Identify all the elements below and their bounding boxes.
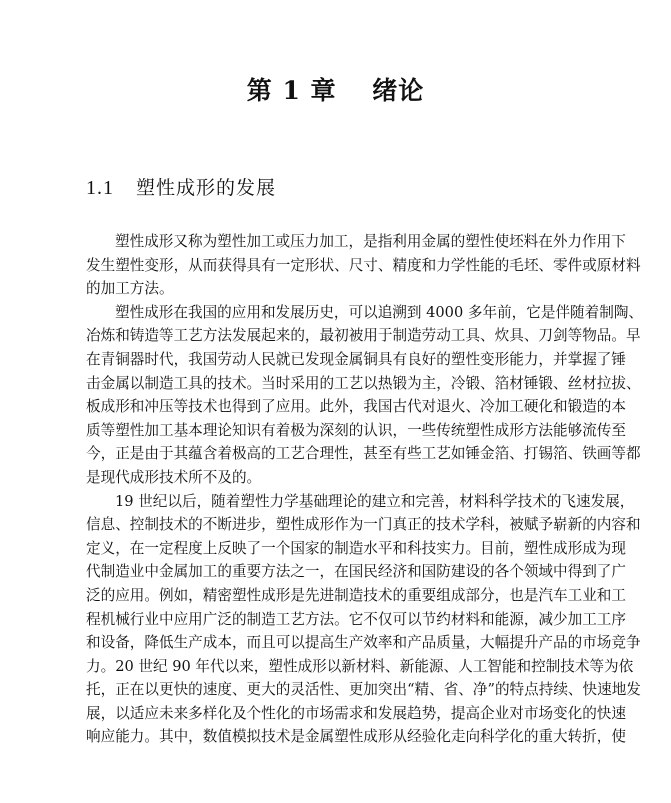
paragraph-line: 信息、控制技术的不断进步，塑性成形作为一门真正的技术学科，被赋予崭新的内容和 (86, 516, 641, 534)
paragraph-line: 发生塑性变形，从而获得具有一定形状、尺寸、精度和力学性能的毛坯、零件或原材料 (86, 256, 641, 274)
paragraph-line: 泛的应用。例如，精密塑性成形是先进制造技术的重要组成部分，也是汽车工业和工 (86, 586, 626, 604)
paragraph-line: 质等塑性加工基本理论知识有着极为深刻的认识，一些传统塑性成形方法能够流传至 (86, 421, 626, 439)
paragraph-line: 托，正在以更快的速度、更大的灵活性、更加突出“精、省、净”的特点持续、快速地发 (86, 681, 641, 699)
paragraph-line: 今，正是由于其蕴含着极高的工艺合理性，甚至有些工艺如锤金箔、打锡箔、铁画等都 (86, 445, 641, 463)
paragraph-line: 展，以适应未来多样化及个性化的市场需求和发展趋势，提高企业对市场变化的快速 (86, 704, 626, 722)
paragraph-line: 冶炼和铸造等工艺方法发展起来的，最初被用于制造劳动工具、炊具、刀剑等物品。早 (86, 327, 641, 345)
paragraph-line: 板成形和冲压等技术也得到了应用。此外，我国古代对退火、冷加工硬化和锻造的本 (86, 398, 626, 416)
paragraph-line: 力。20 世纪 90 年代以来，塑性成形以新材料、新能源、人工智能和控制技术等为依 (86, 657, 634, 675)
section-title: 塑性成形的发展 (136, 177, 277, 199)
paragraph-line: 19 世纪以后，随着塑性力学基础理论的建立和完善，材料科学技术的飞速发展， (115, 492, 635, 510)
paragraph-line: 代制造业中金属加工的重要方法之一，在国民经济和国防建设的各个领域中得到了广 (86, 563, 626, 581)
paragraph-line: 的加工方法。 (86, 280, 174, 298)
paragraph-line: 和设备，降低生产成本，而且可以提高生产效率和产品质量，大幅提升产品的市场竞争 (86, 634, 641, 652)
section-heading (86, 175, 276, 201)
body-text (86, 230, 644, 749)
paragraph-line: 定义，在一定程度上反映了一个国家的制造水平和科技实力。目前，塑性成形成为现 (86, 539, 626, 557)
chapter-title: 第 1 章 绪论 (246, 76, 425, 105)
section-number: 1.1 (86, 177, 114, 199)
paragraph-line: 塑性成形又称为塑性加工或压力加工，是指利用金属的塑性使坯料在外力作用下 (115, 233, 626, 250)
paragraph-line: 在青铜器时代，我国劳动人民就已发现金属铜具有良好的塑性变形能力，并掌握了锤 (86, 350, 626, 368)
paragraph-line: 塑性成形在我国的应用和发展历史，可以追溯到 4000 多年前，它是伴随着制陶、 (115, 303, 644, 321)
paragraph-line: 程机械行业中应用广泛的制造工艺方法。它不仅可以节约材料和能源，减少加工工序 (86, 610, 626, 628)
paragraph-line: 响应能力。其中，数值模拟技术是金属塑性成形从经验化走向科学化的重大转折，使 (86, 728, 626, 746)
paragraph-line: 击金属以制造工具的技术。当时采用的工艺以热锻为主，冷锻、箔材锤锻、丝材拉拔、 (86, 374, 641, 392)
paragraph-line: 是现代成形技术所不及的。 (86, 468, 262, 486)
